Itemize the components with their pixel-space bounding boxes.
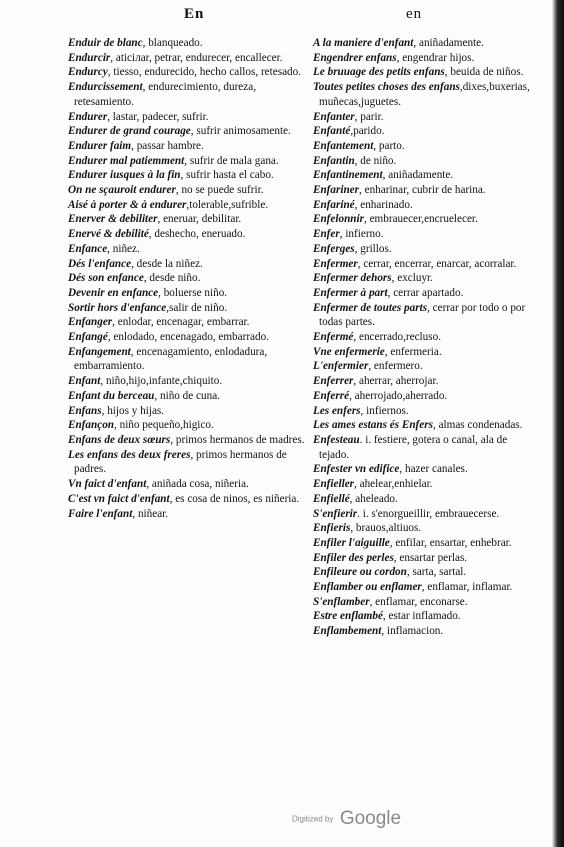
dictionary-entry — [313, 198, 540, 213]
entry-headword: Enfiellé — [313, 492, 350, 505]
page-edge-shadow — [552, 0, 564, 847]
entry-translation: , eneruar, debilitar. — [157, 213, 242, 226]
entry-headword: Enfance — [68, 242, 108, 255]
dictionary-entry — [68, 507, 311, 522]
entry-headword: Les enfans des deux freres — [68, 448, 191, 461]
dictionary-entry — [313, 80, 540, 109]
dictionary-entry — [313, 433, 540, 462]
entry-headword: Enfangement — [68, 345, 131, 358]
entry-translation: , hazer canales. — [399, 463, 468, 476]
entry-translation: , no se puede sufrir. — [175, 184, 264, 197]
entry-translation: , embrauecer,encruelecer. — [363, 213, 478, 226]
dictionary-entry — [313, 595, 540, 610]
dictionary-entry — [68, 301, 311, 316]
entry-headword: Enfariné — [313, 198, 355, 211]
entry-headword: Enfermer de toutes parts — [313, 301, 428, 314]
entry-translation: , enlodado, encenagado, embarrado. — [107, 331, 270, 344]
entry-headword: Enfileure ou cordon — [313, 566, 407, 579]
entry-translation: ,dixes,buxerias, muñecas,juguetes. — [319, 81, 530, 108]
entry-translation: , desde la niñez. — [131, 257, 203, 270]
dictionary-entry — [313, 65, 540, 80]
dictionary-entry — [313, 477, 540, 492]
dictionary-entry — [68, 65, 311, 80]
dictionary-entry — [313, 168, 540, 183]
entry-headword: Endurer de grand courage — [68, 125, 191, 138]
entry-headword: Faire l'enfant — [68, 507, 133, 520]
entry-headword: S'enflamber — [313, 595, 370, 608]
entry-translation: , cerrar apartado. — [387, 286, 464, 299]
dictionary-entry — [68, 198, 311, 213]
entry-headword: Dés son enfance — [68, 272, 144, 285]
entry-headword: Enfanter — [313, 110, 355, 123]
entry-translation: , enharinado. — [354, 198, 413, 211]
entry-headword: Estre enflambé — [313, 610, 383, 623]
dictionary-entry — [313, 418, 540, 433]
dictionary-entry — [68, 433, 311, 448]
entry-headword: Enfangé — [68, 331, 108, 344]
dictionary-entry — [68, 36, 311, 51]
digitization-watermark — [292, 808, 401, 830]
dictionary-entry — [313, 271, 540, 286]
entry-translation: , ahelear,enhielar. — [354, 478, 433, 491]
entry-headword: Enfermé — [313, 331, 354, 344]
entry-headword: Enfantement — [313, 139, 374, 152]
dictionary-entry — [313, 183, 540, 198]
entry-translation: , aherrojado,aherrado. — [349, 389, 448, 402]
entry-translation: , aniñadamente. — [382, 169, 454, 182]
entry-translation: , cerrar por todo o por todas partes. — [319, 301, 526, 329]
entry-translation: , aniñada cosa, niñeria. — [146, 478, 249, 491]
entry-headword: Enfer — [313, 228, 340, 241]
entry-headword: S'enfierir — [313, 507, 358, 520]
entry-headword: Le bruuage des petits enfans — [313, 66, 445, 79]
entry-translation: , niñez. — [107, 242, 140, 255]
entry-headword: Enflambement — [313, 625, 382, 638]
entry-translation: , encenagamiento, enlodadura, embarramiento. — [74, 345, 268, 373]
dictionary-entry — [313, 404, 540, 419]
entry-headword: Enfanté — [313, 125, 351, 138]
dictionary-entry — [313, 242, 540, 257]
entry-translation: . i. festiere, gotera o canal, ala de tejado. — [319, 433, 508, 461]
entry-headword: Enfançon — [68, 419, 115, 432]
entry-headword: Enfans — [68, 404, 102, 417]
dictionary-entry — [68, 374, 311, 389]
dictionary-entry — [68, 271, 311, 286]
entry-translation: , infiernos. — [360, 404, 409, 417]
entry-translation: , infierno. — [339, 228, 384, 241]
left-column — [68, 36, 311, 521]
dictionary-entry — [68, 154, 311, 169]
entry-headword: Enflamber ou enflamer — [313, 581, 422, 594]
entry-translation: , passar hambre. — [131, 139, 204, 152]
entry-translation: , parir. — [354, 110, 384, 123]
entry-headword: Enfesteau — [313, 433, 360, 446]
entry-translation: , enfermeria. — [384, 345, 442, 358]
entry-headword: Devenir en enfance — [68, 286, 159, 299]
entry-translation: , encerrado,recluso. — [353, 331, 441, 344]
entry-translation: , sufrir animosamente. — [190, 125, 291, 138]
dictionary-entry — [68, 345, 311, 374]
entry-headword: Vn faict d'enfant — [68, 478, 147, 491]
entry-headword: Toutes petites choses des enfans — [313, 81, 460, 94]
dictionary-entry — [68, 168, 311, 183]
entry-translation: , de niño. — [354, 154, 397, 167]
dictionary-entry — [68, 51, 311, 66]
dictionary-entry — [313, 565, 540, 580]
entry-translation: ,tolerable,sufrible. — [186, 198, 269, 211]
entry-headword: Enfantin — [313, 154, 355, 167]
dictionary-entry — [313, 507, 540, 522]
dictionary-entry — [313, 536, 540, 551]
entry-translation: , enharinar, cubrir de harina. — [359, 184, 486, 197]
dictionary-entry — [313, 51, 540, 66]
entry-headword: Vne enfermerie — [313, 345, 385, 358]
dictionary-entry — [68, 418, 311, 433]
dictionary-entry — [68, 330, 311, 345]
entry-translation: , tiesso, endurecido, hecho callos, retesado. — [107, 66, 302, 79]
entry-headword: Enferré — [313, 389, 350, 402]
entry-headword: Enfantinement — [313, 169, 383, 182]
running-head-left: En — [184, 6, 205, 22]
entry-translation: , almas condenadas. — [432, 419, 523, 432]
entry-headword: C'est vn faict d'enfant — [68, 492, 170, 505]
entry-headword: A la maniere d'enfant — [313, 37, 414, 49]
entry-headword: Enferrer — [313, 375, 354, 388]
entry-headword: Enduir de blanc — [68, 37, 143, 49]
entry-translation: , blanqueado. — [142, 37, 203, 49]
entry-translation: . i. s'enorgueillir, embrauecerse. — [357, 507, 500, 520]
dictionary-entry — [313, 492, 540, 507]
entry-translation: , excluyr. — [391, 272, 433, 285]
watermark-brand: Google — [339, 808, 402, 829]
running-head-right: en — [406, 6, 423, 22]
entry-headword: Endurer iusques à la fin — [68, 169, 181, 182]
entry-headword: Endurer faim — [68, 139, 132, 152]
dictionary-entry — [313, 110, 540, 125]
entry-headword: Sortir hors d'enfance — [68, 301, 167, 314]
entry-translation: , engendrar hijos. — [396, 51, 475, 64]
entry-headword: Enfester vn edifice — [313, 463, 400, 476]
entry-headword: L'enfermier — [313, 360, 369, 373]
entry-headword: Les ames estans és Enfers — [313, 419, 433, 432]
dictionary-entry — [313, 301, 540, 330]
dictionary-entry — [68, 227, 311, 242]
entry-headword: Enfanger — [68, 316, 113, 329]
entry-translation: , hijos y hijas. — [101, 404, 165, 417]
dictionary-entry — [68, 448, 311, 477]
entry-headword: Enfans de deux sœurs — [68, 433, 171, 446]
entry-headword: Enfariner — [313, 184, 360, 197]
entry-translation: , niño pequeño,higico. — [114, 419, 214, 432]
entry-headword: Endurcir — [68, 51, 111, 64]
dictionary-entry — [313, 154, 540, 169]
entry-headword: On ne sçauroit endurer — [68, 184, 176, 197]
dictionary-entry — [68, 212, 311, 227]
dictionary-entry — [68, 80, 311, 109]
entry-headword: Enervé & debilité — [68, 228, 149, 241]
dictionary-entry — [313, 36, 540, 51]
dictionary-entry — [68, 389, 311, 404]
entry-translation: ,salir de niño. — [166, 301, 228, 314]
dictionary-entry — [68, 477, 311, 492]
dictionary-entry — [68, 242, 311, 257]
entry-translation: , lastar, padecer, sufrir. — [107, 110, 209, 123]
entry-translation: , aticiлar, petrar, endurecer, encallecer. — [110, 51, 283, 64]
entry-headword: Enfermer — [313, 257, 358, 270]
dictionary-entry — [313, 462, 540, 477]
right-column — [313, 36, 540, 639]
dictionary-entry — [68, 492, 311, 507]
entry-headword: Endurer mal patiemment — [68, 154, 185, 167]
entry-translation: , sufrir de mala gana. — [184, 154, 279, 167]
dictionary-entry — [313, 551, 540, 566]
dictionary-entry — [68, 139, 311, 154]
dictionary-entry — [68, 404, 311, 419]
dictionary-entry — [68, 315, 311, 330]
entry-translation: , boluerse niño. — [158, 286, 228, 299]
entry-headword: Enfieris — [313, 522, 351, 535]
entry-translation: , inflamacion. — [381, 625, 444, 638]
entry-translation: ,parido. — [350, 125, 385, 138]
dictionary-entry — [313, 212, 540, 227]
entry-translation: , aniñadamente. — [413, 37, 484, 49]
dictionary-entry — [313, 521, 540, 536]
entry-headword: Enfieller — [313, 478, 355, 491]
entry-headword: Endurcissement — [68, 81, 143, 94]
entry-headword: Endurcy — [68, 66, 108, 79]
entry-translation: , cerrar, encerrar, enarcar, acorralar. — [357, 257, 517, 270]
dictionary-entry — [313, 124, 540, 139]
entry-translation: , es cosa de ninos, es niñeria. — [169, 492, 300, 505]
dictionary-entry — [313, 345, 540, 360]
entry-headword: Les enfers — [313, 404, 361, 417]
entry-translation: , estar inflamado. — [382, 610, 461, 623]
dictionary-entry — [68, 110, 311, 125]
entry-translation: , primos hermanos de madres. — [170, 433, 305, 446]
entry-translation: , primos hermanos de padres. — [74, 448, 287, 476]
entry-translation: , brauos,altiuos. — [350, 522, 422, 535]
entry-headword: Enfant du berceau — [68, 389, 155, 402]
entry-headword: Enerver & debiliter — [68, 213, 158, 226]
dictionary-entry — [313, 257, 540, 272]
entry-headword: Engendrer enfans — [313, 51, 397, 64]
dictionary-entry — [68, 257, 311, 272]
entry-headword: Enfiler l'aiguille — [313, 536, 390, 549]
entry-translation: , niñear. — [132, 507, 169, 520]
watermark-prefix: Digitized by — [292, 814, 334, 824]
entry-headword: Enfiler des perles — [313, 551, 394, 564]
entry-translation: , desde niño. — [143, 272, 201, 285]
entry-translation: , enfermero. — [368, 360, 423, 373]
entry-translation: , aheleado. — [349, 492, 398, 505]
dictionary-entry — [313, 609, 540, 624]
entry-translation: , sufrir hasta el cabo. — [180, 169, 274, 182]
dictionary-entry — [68, 183, 311, 198]
entry-headword: Enferges — [313, 242, 355, 255]
entry-translation: , endurecimiento, dureza, retesamiento. — [74, 81, 256, 108]
entry-translation: , enfilar, ensartar, enhebrar. — [389, 536, 512, 549]
dictionary-entry — [68, 124, 311, 139]
entry-translation: , grillos. — [354, 242, 392, 255]
dictionary-entry — [313, 227, 540, 242]
dictionary-entry — [313, 374, 540, 389]
entry-headword: Enfant — [68, 375, 101, 388]
dictionary-entry — [313, 624, 540, 639]
entry-translation: , deshecho, eneruado. — [148, 228, 246, 241]
entry-translation: , enflamar, enconarse. — [369, 595, 468, 608]
entry-translation: , enflamar, inflamar. — [421, 581, 513, 594]
entry-headword: Endurer — [68, 110, 108, 123]
entry-translation: , ensartar perlas. — [393, 551, 468, 564]
entry-translation: , sarta, sartal. — [406, 566, 467, 579]
entry-translation: , niño de cuna. — [154, 389, 220, 402]
entry-translation: , enlodar, encenagar, embarrar. — [112, 316, 250, 329]
dictionary-entry — [68, 286, 311, 301]
dictionary-entry — [313, 580, 540, 595]
entry-headword: Dés l'enfance — [68, 257, 132, 270]
dictionary-entry — [313, 286, 540, 301]
entry-translation: , aherrar, aherrojar. — [353, 375, 439, 388]
dictionary-entry — [313, 359, 540, 374]
dictionary-entry — [313, 330, 540, 345]
entry-translation: , niño,hijo,infante,chiquito. — [100, 375, 223, 388]
entry-headword: Aisé à porter & à endurer — [68, 198, 187, 211]
entry-headword: Enfermer dehors — [313, 272, 392, 285]
entry-headword: Enfelonnir — [313, 213, 364, 226]
entry-translation: , beuida de niños. — [444, 66, 524, 79]
entry-headword: Enfermer à part — [313, 286, 388, 299]
dictionary-entry — [313, 389, 540, 404]
dictionary-entry — [313, 139, 540, 154]
entry-translation: , parto. — [373, 139, 405, 152]
